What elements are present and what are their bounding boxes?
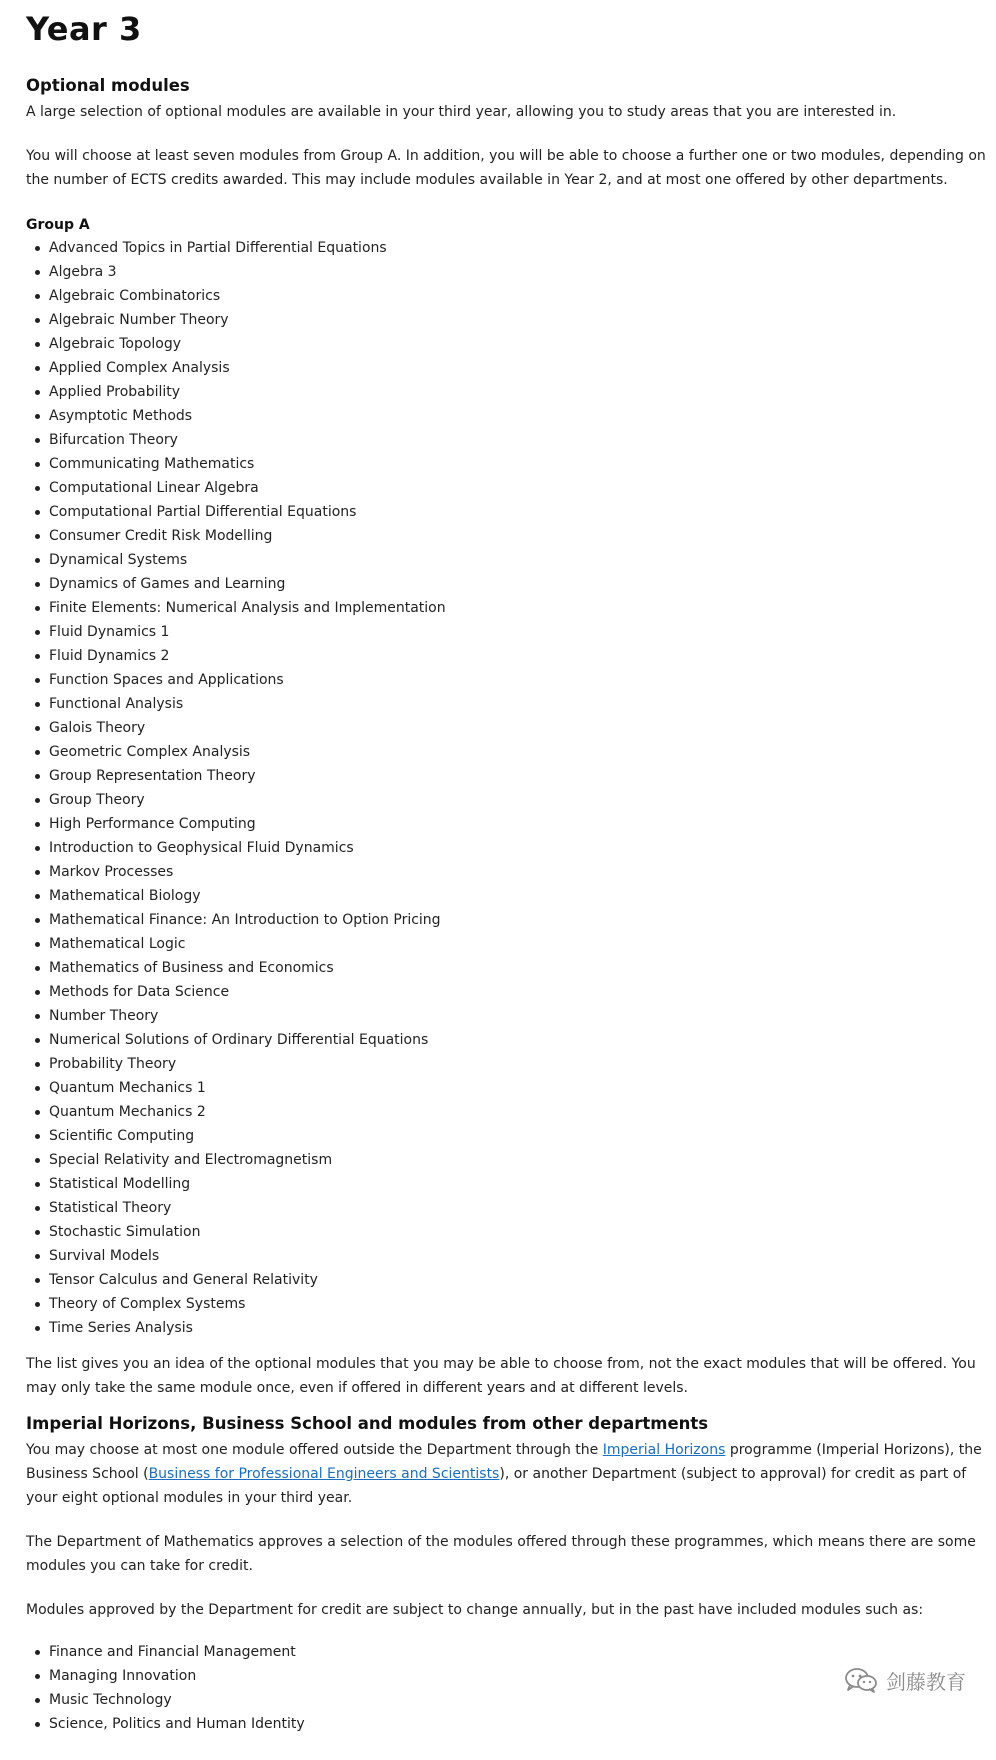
optional-intro-paragraph: A large selection of optional modules are available in your third year, allowing you to study areas that you are interested in. (26, 104, 897, 120)
group-a-list-item: Algebraic Number Theory (49, 308, 986, 332)
group-a-list-item: Algebraic Topology (49, 332, 986, 356)
group-a-list-item: Scientific Computing (49, 1124, 986, 1148)
group-a-list-item: Algebraic Combinatorics (49, 284, 986, 308)
horizons-heading: Imperial Horizons, Business School and modules from other departments (26, 1414, 709, 1433)
group-a-list-item: Markov Processes (49, 860, 986, 884)
group-a-list-item: Quantum Mechanics 1 (49, 1076, 986, 1100)
horizons-text-part-1: You may choose at most one module offered outside the Department through the (26, 1442, 603, 1458)
group-a-list-item: Computational Partial Differential Equations (49, 500, 986, 524)
group-a-list-item: Numerical Solutions of Ordinary Differential Equations (49, 1028, 986, 1052)
group-a-list-item: Consumer Credit Risk Modelling (49, 524, 986, 548)
group-a-list-item: Functional Analysis (49, 692, 986, 716)
group-a-list (26, 236, 986, 1340)
group-a-list-item: Special Relativity and Electromagnetism (49, 1148, 986, 1172)
optional-modules-heading: Optional modules (26, 76, 190, 95)
group-a-list-item: Time Series Analysis (49, 1316, 986, 1340)
imperial-horizons-link[interactable]: Imperial Horizons (602, 1442, 726, 1458)
wechat-icon (844, 1666, 878, 1694)
group-a-list-item: Communicating Mathematics (49, 452, 986, 476)
group-a-list-item: Survival Models (49, 1244, 986, 1268)
group-a-list-item: Mathematics of Business and Economics (49, 956, 986, 980)
group-a-list-item: Applied Probability (49, 380, 986, 404)
group-a-list-item: Mathematical Biology (49, 884, 986, 908)
approved-modules-list (26, 1640, 986, 1736)
group-a-list-item: Bifurcation Theory (49, 428, 986, 452)
group-a-list-item: Tensor Calculus and General Relativity (49, 1268, 986, 1292)
group-a-list-item: Asymptotic Methods (49, 404, 986, 428)
watermark (844, 1660, 966, 1700)
group-a-list-item: Function Spaces and Applications (49, 668, 986, 692)
group-a-list-item: Group Representation Theory (49, 764, 986, 788)
group-a-heading: Group A (26, 217, 90, 233)
group-a-list-item: Dynamics of Games and Learning (49, 572, 986, 596)
group-a-list-item: Applied Complex Analysis (49, 356, 986, 380)
group-a-list-item: Advanced Topics in Partial Differential Equations (49, 236, 986, 260)
page-content (26, 0, 986, 1736)
group-a-list-item: Mathematical Finance: An Introduction to Option Pricing (49, 908, 986, 932)
group-a-note: The list gives you an idea of the optional modules that you may be able to choose from, not the exact modules that will be offered. You may only take the same module once, even if offered in different years and at different levels. (26, 1356, 976, 1396)
horizons-text-part-2: programme (Imperial Horizons), the Business School ( (26, 1442, 982, 1482)
approved-module-item: Finance and Financial Management (49, 1640, 986, 1664)
group-a-list-item: Methods for Data Science (49, 980, 986, 1004)
group-a-list-item: Fluid Dynamics 1 (49, 620, 986, 644)
horizons-paragraph-2: The Department of Mathematics approves a selection of the modules offered through these programmes, which means there are some modules you can take for credit. (26, 1534, 976, 1574)
horizons-paragraph-1 (26, 1438, 986, 1510)
group-a-list-item: Number Theory (49, 1004, 986, 1028)
group-a-list-item: Algebra 3 (49, 260, 986, 284)
group-a-list-item: Probability Theory (49, 1052, 986, 1076)
watermark-text: 剑藤教育 (886, 1669, 966, 1694)
group-a-list-item: Dynamical Systems (49, 548, 986, 572)
group-a-list-item: Statistical Theory (49, 1196, 986, 1220)
group-a-list-item: Group Theory (49, 788, 986, 812)
approved-module-item: Managing Innovation (49, 1664, 986, 1688)
optional-choice-paragraph: You will choose at least seven modules from Group A. In addition, you will be able to choose a further one or two modules, depending on the number of ECTS credits awarded. This may include modules available in Year 2, and at most one offered by other departments. (26, 148, 986, 188)
group-a-list-item: Finite Elements: Numerical Analysis and Implementation (49, 596, 986, 620)
group-a-list-item: Geometric Complex Analysis (49, 740, 986, 764)
group-a-list-item: Theory of Complex Systems (49, 1292, 986, 1316)
business-school-link[interactable]: Business for Professional Engineers and Scientists (148, 1466, 500, 1482)
horizons-paragraph-3: Modules approved by the Department for credit are subject to change annually, but in the past have included modules such as: (26, 1602, 924, 1618)
group-a-list-item: Statistical Modelling (49, 1172, 986, 1196)
group-a-list-item: Introduction to Geophysical Fluid Dynamics (49, 836, 986, 860)
approved-module-item: Music Technology (49, 1688, 986, 1712)
group-a-list-item: High Performance Computing (49, 812, 986, 836)
group-a-list-item: Stochastic Simulation (49, 1220, 986, 1244)
page-title: Year 3 (26, 10, 142, 48)
group-a-list-item: Computational Linear Algebra (49, 476, 986, 500)
group-a-list-item: Quantum Mechanics 2 (49, 1100, 986, 1124)
group-a-list-item: Fluid Dynamics 2 (49, 644, 986, 668)
group-a-list-item: Galois Theory (49, 716, 986, 740)
approved-module-item: Science, Politics and Human Identity (49, 1712, 986, 1736)
group-a-list-item: Mathematical Logic (49, 932, 986, 956)
horizons-text-part-3: ), or another Department (subject to approval) for credit as part of your eight optional modules in your third year. (26, 1466, 967, 1506)
